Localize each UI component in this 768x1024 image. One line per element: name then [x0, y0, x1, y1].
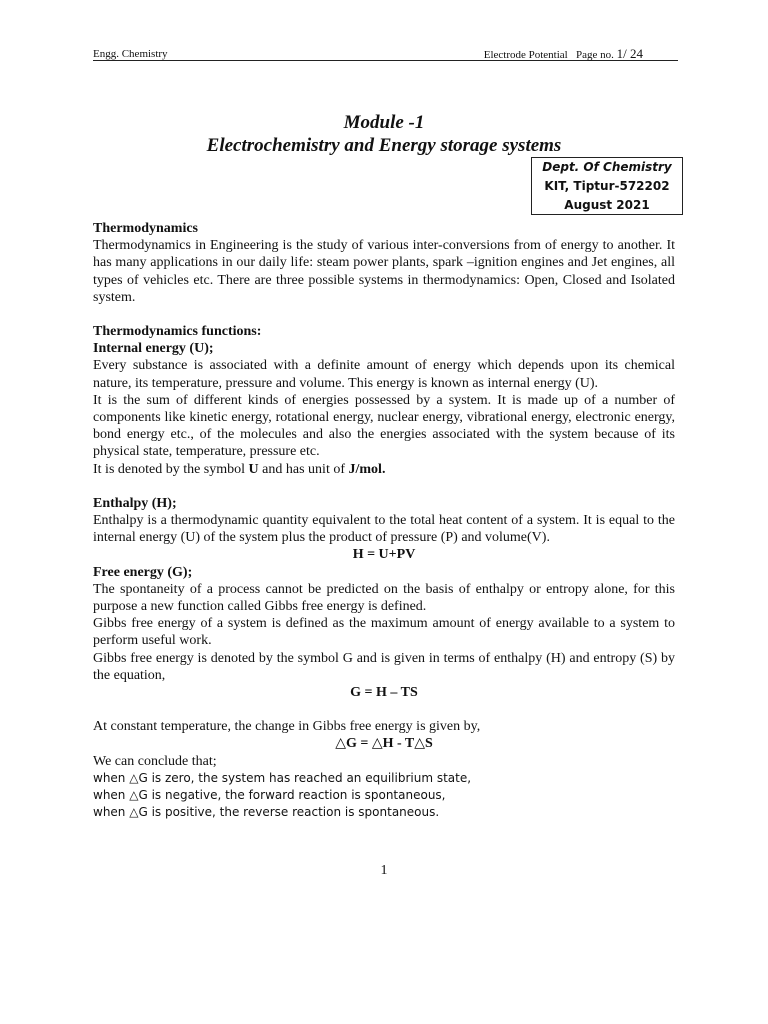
internal-energy-paragraph-2: It is the sum of different kinds of energies possessed by a system. It is made up of a number of components like kinetic energy, rotational energy, nuclear energy, vibrational energy, electronic energy, bond energy etc., of the molecules and also the energies associated with the system because of its physical state, temperature, pressure etc. [93, 392, 675, 460]
enthalpy-equation: H = U+PV [352, 547, 416, 563]
department-info-box [531, 157, 683, 215]
document-date: August 2021 [564, 198, 650, 212]
document-body [93, 220, 675, 822]
page-number-footer: 1 [380, 863, 388, 878]
module-subtitle: Electrochemistry and Energy storage systems [206, 135, 562, 156]
enthalpy-heading: Enthalpy (H); [93, 495, 177, 511]
free-energy-paragraph-1: The spontaneity of a process cannot be predicted on the basis of enthalpy or entropy alone, for this purpose a new function called Gibbs free energy is defined. [93, 581, 675, 615]
thermodynamics-heading: Thermodynamics [93, 221, 198, 236]
module-title: Module -1 [343, 112, 425, 133]
case-equilibrium: when △G is zero, the system has reached an equilibrium state, [93, 770, 472, 785]
header-page-info [484, 47, 643, 62]
internal-energy-paragraph-1: Every substance is associated with a definite amount of energy which depends upon its chemical nature, its temperature, pressure and volume. This energy is known as internal energy (U). [93, 358, 675, 391]
institute-address: KIT, Tiptur-572202 [544, 179, 670, 193]
internal-energy-heading: Internal energy (U); [93, 341, 214, 357]
thermodynamics-paragraph: Thermodynamics in Engineering is the study of various inter-conversions from of energy to another. It has many applications in our daily life: steam power plants, spark –ignition engines and Jet engines, all types of vehicles etc. There are three possible systems in thermodynamics: Open, Closed and Isolated system. [93, 238, 675, 305]
internal-energy-unit: J/mol. [348, 461, 386, 477]
functions-heading: Thermodynamics functions: [93, 324, 262, 340]
enthalpy-paragraph: Enthalpy is a thermodynamic quantity equivalent to the total heat content of a system. It is equal to the internal energy (U) of the system plus the product of pressure (P) and volume(V). [93, 513, 675, 546]
delta-g-equation: △G = △H - T△S [335, 736, 433, 752]
dept-name: Dept. Of Chemistry [542, 160, 672, 174]
free-energy-paragraph-2: Gibbs free energy of a system is defined as the maximum amount of energy available to a system to perform useful work. [93, 616, 675, 649]
header-page-number: 1/ 24 [616, 46, 643, 61]
internal-energy-paragraph-3: It is denoted by the symbol U and has unit of J/mol. [93, 461, 386, 477]
header-topic: Electrode Potential Page no. [483, 49, 617, 61]
page-header [93, 46, 678, 61]
constant-temperature-text: At constant temperature, the change in Gibbs free energy is given by, [93, 719, 481, 735]
case-positive: when △G is positive, the reverse reaction is spontaneous. [93, 805, 440, 820]
header-course: Engg. Chemistry [93, 48, 168, 60]
free-energy-heading: Free energy (G); [93, 564, 193, 580]
internal-energy-symbol: U [248, 461, 259, 477]
conclusion-intro: We can conclude that; [93, 753, 217, 769]
free-energy-paragraph-3: Gibbs free energy is denoted by the symbol G and is given in terms of enthalpy (H) and entropy (S) by the equation, [93, 650, 675, 683]
case-negative: when △G is negative, the forward reaction is spontaneous, [93, 788, 446, 803]
gibbs-equation: G = H – TS [350, 685, 418, 701]
